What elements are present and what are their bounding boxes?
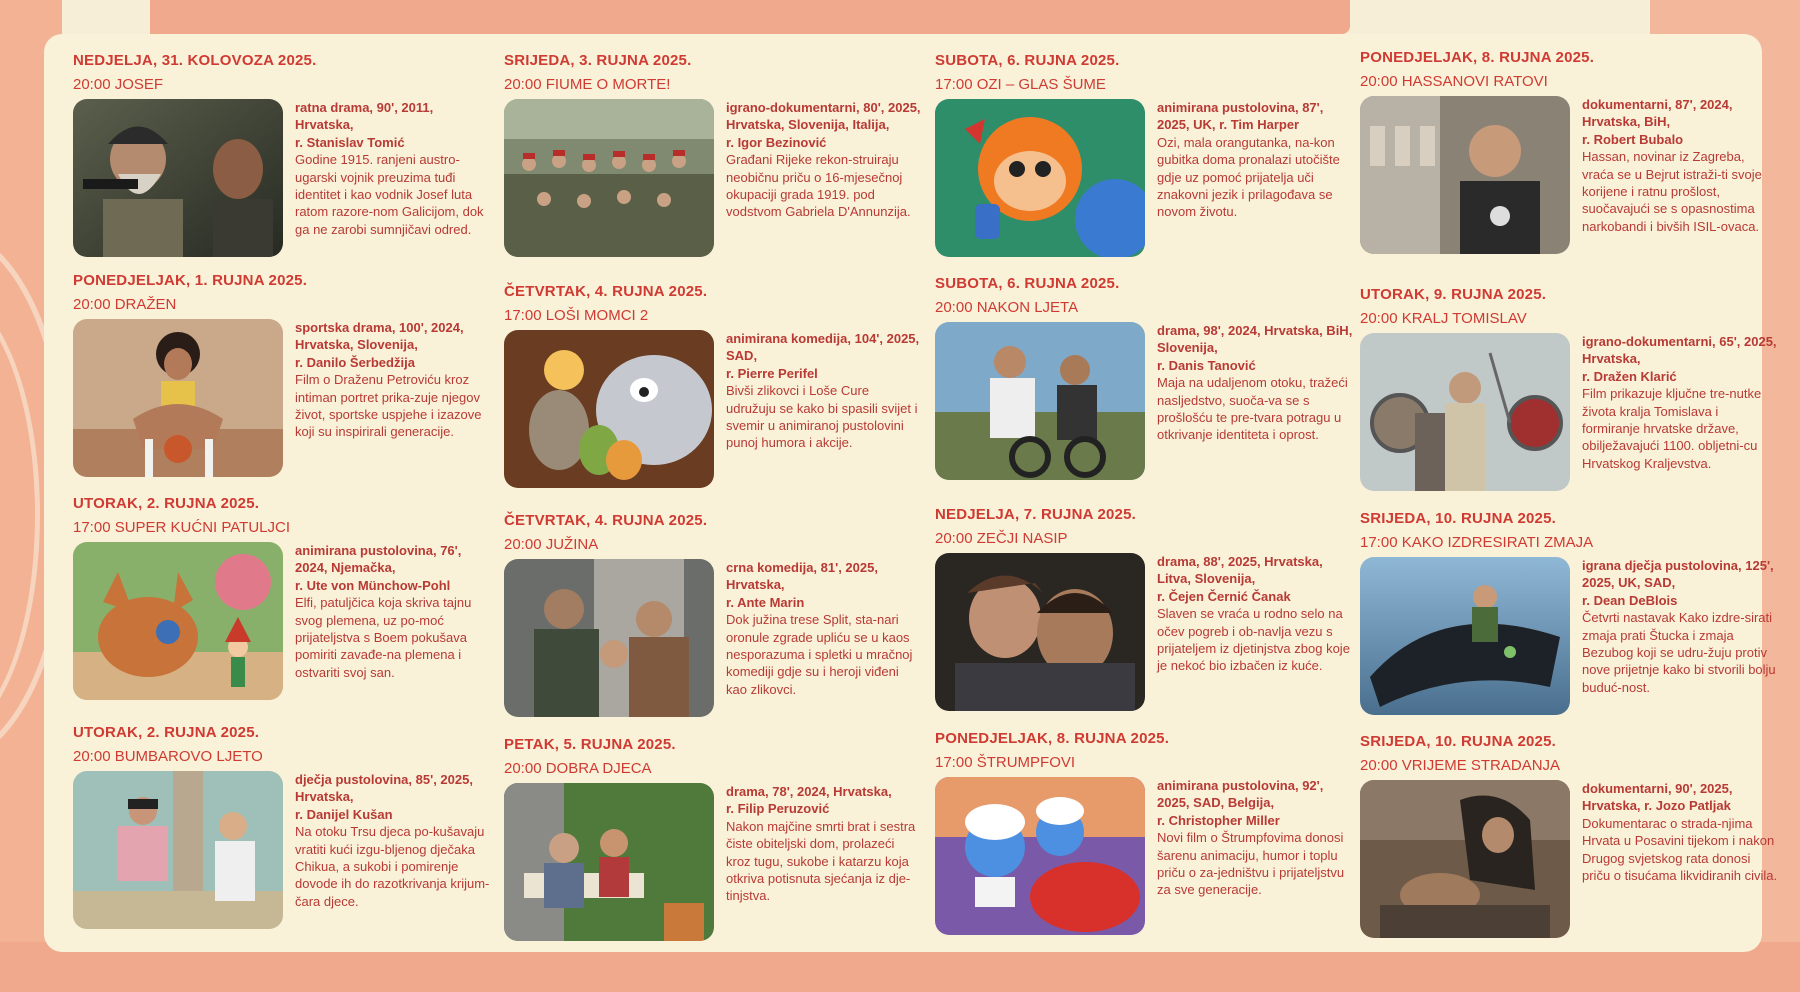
film-entry[interactable] [73, 272, 493, 477]
film-description [1157, 777, 1353, 935]
film-entry[interactable] [73, 495, 493, 700]
film-description [295, 99, 491, 257]
film-meta: ratna drama, 90', 2011, Hrvatska, [295, 100, 434, 133]
film-meta: igrano-dokumentarni, 80', 2025, Hrvatska, Slovenija, Italija, [726, 100, 921, 133]
film-description [726, 99, 922, 257]
film-entry[interactable] [504, 52, 924, 257]
film-title[interactable]: 17:00 KAKO IZDRESIRATI ZMAJA [1360, 534, 1594, 551]
film-still-photo[interactable] [73, 319, 283, 477]
film-description [1582, 96, 1778, 254]
film-synopsis: Dokumentarac o strada-njima Hrvata u Posavini tijekom i nakon Drugog svjetskog rata donosi priču o tisućama likvidiranih civila. [1582, 815, 1778, 884]
screening-date: SUBOTA, 6. RUJNA 2025. [935, 52, 1120, 69]
film-synopsis: Maja na udaljenom otoku, tražeći nasljedstvo, suoča-va se s prošlošću te pre-tvara potragu u otkrivanje identiteta i oprost. [1157, 375, 1348, 443]
film-entry[interactable] [935, 506, 1355, 711]
film-still-photo[interactable] [73, 99, 283, 257]
film-entry[interactable] [935, 730, 1355, 935]
screening-date: NEDJELJA, 31. KOLOVOZA 2025. [73, 52, 317, 69]
film-director: r. Čejen Černić Čanak [1157, 588, 1291, 604]
film-description [1157, 553, 1353, 711]
film-entry[interactable] [504, 512, 924, 717]
film-synopsis: Novi film o Štrumpfovima donosi šarenu animaciju, humor i toplu priču o za-jedništvu i prijateljstvu za sve generacije. [1157, 830, 1345, 898]
screening-date: ČETVRTAK, 4. RUJNA 2025. [504, 512, 708, 529]
film-entry[interactable] [1360, 510, 1780, 715]
film-meta: animirana pustolovina, 76', 2024, Njemačka, [295, 543, 462, 576]
film-still-photo[interactable] [504, 559, 714, 717]
film-entry[interactable] [935, 275, 1355, 480]
film-meta: animirana pustolovina, 92', 2025, SAD, Belgija, [1157, 778, 1324, 811]
film-title[interactable]: 17:00 LOŠI MOMCI 2 [504, 307, 649, 324]
film-director: r. Robert Bubalo [1582, 131, 1684, 147]
film-description [726, 783, 922, 941]
film-entry[interactable] [73, 52, 493, 257]
film-entry[interactable] [1360, 49, 1780, 254]
film-still-photo[interactable] [935, 322, 1145, 480]
film-synopsis: Na otoku Trsu djeca po-kušavaju vratiti kući izgu-bljenog dječaka Chikua, a sukobi i pomirenje dovode ih do razotkrivanja krijum-čara djece. [295, 824, 490, 909]
film-meta: animirana komedija, 104', 2025, SAD, [726, 331, 920, 364]
film-title[interactable]: 20:00 NAKON LJETA [935, 299, 1079, 316]
film-entry[interactable] [1360, 733, 1780, 938]
film-still-photo[interactable] [504, 330, 714, 488]
film-director: r. Igor Bezinović [726, 134, 827, 150]
screening-date: PETAK, 5. RUJNA 2025. [504, 736, 676, 753]
film-still-photo[interactable] [1360, 557, 1570, 715]
screening-date: PONEDJELJAK, 8. RUJNA 2025. [1360, 49, 1595, 66]
film-still-photo[interactable] [1360, 96, 1570, 254]
film-description [295, 542, 491, 700]
film-still-photo[interactable] [935, 777, 1145, 935]
film-description [726, 559, 922, 717]
film-synopsis: Građani Rijeke rekon-struiraju neobičnu priču o 16-mjesečnoj okupaciji grada 1919. pod vodstvom Gabriela D'Annunzija. [726, 152, 911, 220]
film-synopsis: Slaven se vraća u rodno selo na očev pogreb i ob-navlja vezu s prijateljem iz djetinjstva zbog koje je nekoć bio izbačen iz kuće. [1157, 606, 1350, 674]
film-still-photo[interactable] [1360, 333, 1570, 491]
film-synopsis: Ozi, mala orangutanka, na-kon gubitka doma pronalazi utočište gdje uz pomoć prijatelja uči znakovni jezik i prilagođava se novom životu. [1157, 134, 1340, 220]
screening-date: SRIJEDA, 10. RUJNA 2025. [1360, 733, 1556, 750]
film-still-photo[interactable] [935, 99, 1145, 257]
film-still-photo[interactable] [73, 542, 283, 700]
film-meta: dokumentarni, 87', 2024, Hrvatska, BiH, [1582, 97, 1733, 130]
film-still-photo[interactable] [73, 771, 283, 929]
film-title[interactable]: 17:00 OZI – GLAS ŠUME [935, 76, 1106, 93]
film-entry[interactable] [73, 724, 493, 929]
film-meta: dječja pustolovina, 85', 2025, Hrvatska, [295, 772, 473, 805]
film-title[interactable]: 20:00 JOSEF [73, 76, 164, 93]
film-entry[interactable] [504, 736, 924, 941]
screening-date: SRIJEDA, 10. RUJNA 2025. [1360, 510, 1556, 527]
film-director: r. Filip Peruzović [726, 801, 830, 817]
film-synopsis: Četvrti nastavak Kako izdre-sirati zmaja prati Štucka i zmaja Bezubog koji se udru-žuju protiv nove prijetnje kako bi stvorili bolju buduć-nost. [1582, 610, 1776, 695]
film-director: r. Ante Marin [726, 594, 805, 610]
screening-date: UTORAK, 2. RUJNA 2025. [73, 495, 260, 512]
screening-date: SUBOTA, 6. RUJNA 2025. [935, 275, 1120, 292]
film-meta: igrana dječja pustolovina, 125', 2025, UK, SAD, [1582, 558, 1774, 591]
film-synopsis: Bivši zlikovci i Loše Cure udružuju se kako bi spasili svijet i svemir u animiranoj pustolovini punoj humora i akcije. [726, 383, 918, 451]
film-description [1582, 333, 1778, 491]
film-entry[interactable] [935, 52, 1355, 257]
film-title[interactable]: 20:00 BUMBAROVO LJETO [73, 748, 263, 765]
film-meta: sportska drama, 100', 2024, Hrvatska, Slovenija, [295, 320, 464, 353]
film-meta: drama, 88', 2025, Hrvatska, Litva, Slovenija, [1157, 554, 1323, 587]
film-description [295, 319, 491, 477]
film-still-photo[interactable] [935, 553, 1145, 711]
film-synopsis: Film prikazuje ključne tre-nutke života kralja Tomislava i formiranje hrvatske države, obilježavajući 1100. obljetni-cu Hrvatskog Kraljevstva. [1582, 386, 1762, 471]
film-synopsis: Nakon majčine smrti brat i sestra čiste obiteljski dom, prolazeći kroz tugu, sukobe i katarzu koja otkriva potisnuta sjećanja iz dje-tinjstva. [726, 818, 916, 904]
film-description [295, 771, 491, 929]
film-still-photo[interactable] [504, 99, 714, 257]
film-meta: dokumentarni, 90', 2025, Hrvatska, r. Jozo Patljak [1582, 781, 1733, 814]
film-director: r. Danilo Šerbedžija [295, 354, 415, 370]
film-title[interactable]: 17:00 SUPER KUĆNI PATULJCI [73, 519, 291, 536]
film-director: r. Ute von Münchow-Pohl [295, 577, 451, 593]
film-description [1157, 322, 1353, 480]
film-title[interactable]: 20:00 FIUME O MORTE! [504, 76, 671, 93]
screening-date: NEDJELJA, 7. RUJNA 2025. [935, 506, 1136, 523]
film-description [1582, 780, 1778, 938]
film-description [726, 330, 922, 488]
film-meta: animirana pustolovina, 87', 2025, UK, r. Tim Harper [1157, 100, 1324, 133]
film-title[interactable]: 20:00 JUŽINA [504, 536, 599, 553]
film-meta: drama, 78', 2024, Hrvatska, [726, 784, 892, 799]
film-director: r. Stanislav Tomić [295, 134, 405, 150]
film-entry[interactable] [1360, 286, 1780, 491]
film-title[interactable]: 20:00 VRIJEME STRADANJA [1360, 757, 1561, 774]
film-synopsis: Film o Draženu Petroviću kroz intiman portret prika-zuje njegov život, sportske uspjehe i izazove koji su inspirirali generacije. [295, 372, 482, 440]
film-description [1582, 557, 1778, 715]
film-still-photo[interactable] [1360, 780, 1570, 938]
film-still-photo[interactable] [504, 783, 714, 941]
film-director: r. Dražen Klarić [1582, 368, 1677, 384]
film-title[interactable]: 20:00 KRALJ TOMISLAV [1360, 310, 1527, 327]
film-synopsis: Hassan, novinar iz Zagreba, vraća se u Bejrut istraži-ti svoje korijene i ratnu prošlost, suočavajući se s opasnostima narkobandi i bivših ISIL-ovaca. [1582, 149, 1762, 234]
film-title[interactable]: 20:00 DOBRA DJECA [504, 760, 652, 777]
film-meta: igrano-dokumentarni, 65', 2025, Hrvatska, [1582, 334, 1777, 367]
film-description [1157, 99, 1353, 257]
film-synopsis: Godine 1915. ranjeni austro-ugarski vojnik preuzima tuđi identitet i kao vodnik Josef luta ratom razore-nom Galicijom, dok ga ne zarobi sumnjičavi odred. [295, 152, 484, 237]
film-synopsis: Elfi, patuljčica koja skriva tajnu svog plemena, uz po-moć prijateljstva s Boem pokušava pomiriti zavađe-na plemena i ostvariti svoj san. [295, 595, 472, 680]
film-title[interactable]: 17:00 ŠTRUMPFOVI [935, 754, 1076, 771]
film-title[interactable]: 20:00 ZEČJI NASIP [935, 530, 1068, 547]
film-meta: drama, 98', 2024, Hrvatska, BiH, Slovenija, [1157, 323, 1353, 356]
screening-date: SRIJEDA, 3. RUJNA 2025. [504, 52, 692, 69]
screening-date: ČETVRTAK, 4. RUJNA 2025. [504, 283, 708, 300]
screening-date: UTORAK, 2. RUJNA 2025. [73, 724, 260, 741]
film-director: r. Danis Tanović [1157, 357, 1256, 373]
film-title[interactable]: 20:00 DRAŽEN [73, 296, 177, 313]
film-synopsis: Dok južina trese Split, sta-nari oronule zgrade upliću se u kaos nesporazuma i spletki u mračnoj komediji gdje su i heroji viđeni kao zlikovci. [726, 612, 913, 697]
screening-date: PONEDJELJAK, 8. RUJNA 2025. [935, 730, 1170, 747]
film-director: r. Dean DeBlois [1582, 592, 1678, 608]
film-director: r. Danijel Kušan [295, 806, 393, 822]
film-director: r. Pierre Perifel [726, 365, 818, 381]
film-director: r. Christopher Miller [1157, 812, 1280, 828]
screening-date: UTORAK, 9. RUJNA 2025. [1360, 286, 1547, 303]
film-entry[interactable] [504, 283, 924, 488]
screening-date: PONEDJELJAK, 1. RUJNA 2025. [73, 272, 308, 289]
film-meta: crna komedija, 81', 2025, Hrvatska, [726, 560, 878, 593]
decor-top-band [150, 0, 1350, 34]
film-title[interactable]: 20:00 HASSANOVI RATOVI [1360, 73, 1548, 90]
